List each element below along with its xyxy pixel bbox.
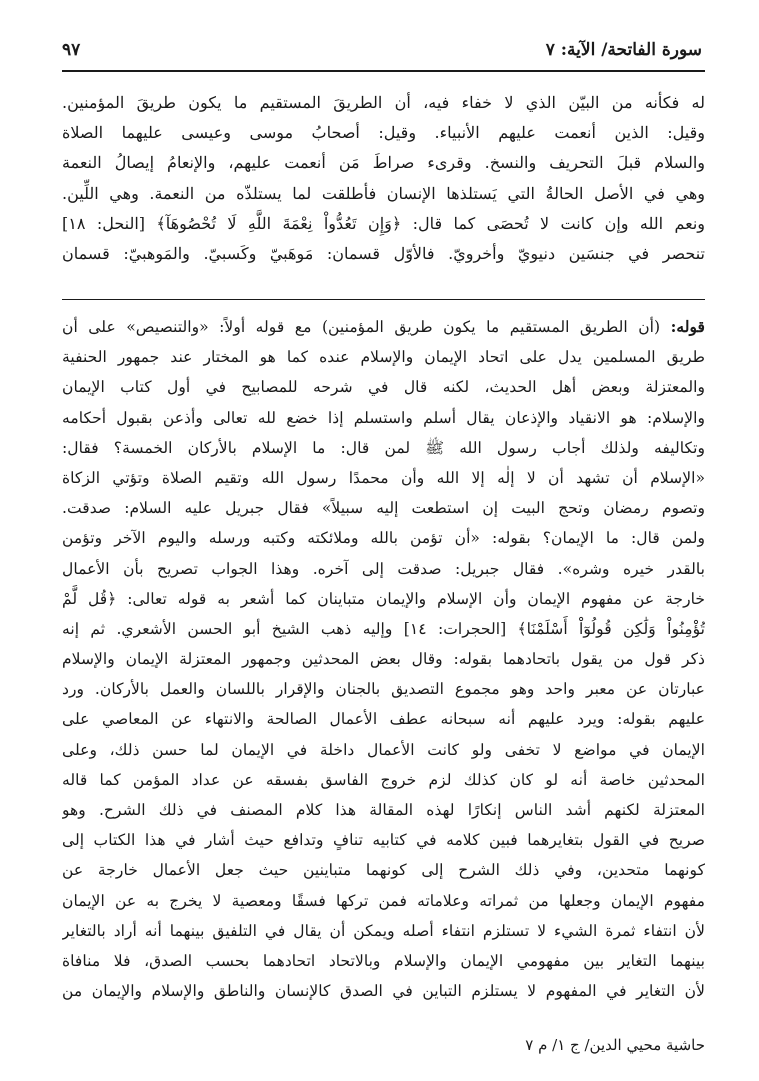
hashiya-line: الإيمان في مواضع لا تخفى ولو كانت الأعمال داخلة في الإيمان لما حسن ذلك، وعلى: [62, 740, 705, 759]
hashiya-line: والإسلام: هو الانقياد والإذعان يقال أسلم واستسلم إذا خضع لله تعالى وأذعن بقبول أحكامه: [62, 408, 705, 427]
hashiya-line: المعتزلة لكنهم أشد الناس إنكارًا لهذه المقالة هذا كلام المصنف في ذلك الشرح. وهو: [62, 801, 705, 819]
tafsir-line: تنحصر في جنسَين دنيويّ وأخرويّ. فالأوّل قسمان: مَوهَبيّ وكَسبيّ. والمَوهبيّ: قسمان: [62, 243, 705, 263]
hashiya-line: لأن انتفاء ثمرة الشيء لا تستلزم انتفاء أصله ويمكن أن يقال في التلفيق بينهما أنه أراد بالتغاير: [62, 921, 705, 940]
hashiya-line: وتكاليفه ولذلك أجاب رسول الله ﷺ لمن قال: ما الإسلام بالأركان الخمسة؟ فقال:: [62, 438, 705, 457]
hashiya-lead-word: قوله:: [670, 317, 705, 336]
hashiya-line: ولمن قال: ما الإيمان؟ بقوله: «أن تؤمن بالله وملائكته وكتبه ورسله واليوم الآخر وتؤمن: [62, 529, 705, 548]
section-divider: [62, 299, 705, 300]
header-rule: [62, 70, 705, 72]
hashiya-text: [62, 312, 705, 1006]
page-number: ٩٧: [62, 40, 81, 60]
hashiya-line: المحدثين خاصة أنه لو كان كذلك لزم خروج الفاسق بفسقه عن عداد المؤمن كما قاله: [62, 770, 705, 789]
hashiya-line: وتصوم رمضان وتحج البيت إن استطعت إليه سبيلاً» فقال جبريل عليه السلام: صدقت.: [62, 499, 705, 518]
hashiya-line: «الإسلام أن تشهد أن لا إلٰه إلا الله وأن محمدًا رسول الله وتقيم الصلاة وتؤتي الزكاة: [62, 468, 705, 487]
hashiya-line: والمعتزلة وبعض أهل الحديث، لكنه قال في شرحه للمصابيح في أول كتاب الإيمان: [62, 378, 705, 397]
hashiya-line: ذكر قول من يقول باتحادهما بقوله: وقال بعض المحدثين وجمهور المعتزلة الإيمان والإسلام: [62, 650, 705, 669]
hashiya-line-text: (أن الطريق المستقيم ما يكون طريق المؤمنين) مع قوله أولاً: «والتنصيص» على أن: [62, 318, 671, 336]
hashiya-line: عليهم بقوله: ويرد عليهم أنه سبحانه عطف الأعمال الصالحة والانتهاء عن المعاصي على: [62, 710, 705, 729]
hashiya-line: بينهما التغاير بين مفهومي الإيمان والإسلام وبالاتحاد اتحادهما بحسب الصدق، فلا منافاة: [62, 951, 705, 970]
hashiya-line: تُؤْمِنُواْ وَلَٰكِن قُولُوٓاْ أَسْلَمْنَا﴾ [الحجرات: ١٤] وإليه ذهب الشيخ أبو الحسن الأشعري. ثم إنه: [62, 619, 705, 638]
hashiya-line: لأن التغاير في المفهوم لا يستلزم التباين في الصدق كالإنسان والناطق والإسلام والإيمان من: [62, 982, 705, 1001]
hashiya-line: طريق المسلمين يدل على اتحاد الإيمان والإسلام عنده كما هو المختار عند جمهور الحنفية: [62, 348, 705, 367]
tafsir-line: له فكأنه من البيّن الذي لا خفاء فيه، أن الطريقَ المستقيم ما يكون طريقَ المؤمنين.: [62, 93, 705, 112]
hashiya-line: خارجة عن مفهوم الإيمان وأن الإسلام والإيمان متباينان كما أشعر به قوله تعالى: ﴿قُل لَّمْ: [62, 589, 705, 608]
tafsir-line: وقيل: الذين أنعمت عليهم الأنبياء. وقيل: أصحابُ موسى وعيسى عليهما الصلاة: [62, 123, 705, 143]
tafsir-line: والسلام قبلَ التحريف والنسخ. وقرىء صراطَ مَن أنعمت عليهم، والإنعامُ إيصالُ النعمة: [62, 153, 705, 173]
tafsir-line: ونعم الله وإن كانت لا تُحصَى كما قال: ﴿وَإِن تَعُدُّواْ نِعْمَةَ اللَّهِ لَا تُحْصُوهَآ﴾ [النحل: ١٨]: [62, 213, 705, 233]
hashiya-line: عبارتان عن معبر واحد وهو مجموع التصديق بالجنان والإقرار باللسان والعمل بالأركان. ورد: [62, 680, 705, 699]
hashiya-line: كونهما متحدين، وفي ذلك الشرح إلى كونهما متباينين حيث جعل الأعمال خارجة عن: [62, 861, 705, 880]
hashiya-line: [62, 312, 705, 342]
surah-title: سورة الفاتحة/ الآية: ٧: [545, 40, 702, 60]
hashiya-line: صريح في القول بتغايرهما فبين كلامه في كتابيه تنافٍ وتدافع حيث أشار في هذا الكتاب إلى: [62, 831, 705, 850]
hashiya-line: مفهوم الإيمان وجعلها من ثمراته وعلاماته فمن تركها فسقًا ومعصية لا يخرج به عن الإيمان: [62, 891, 705, 910]
tafsir-text: [62, 88, 705, 269]
page-footer: حاشية محيي الدين/ ج ١/ م ٧: [525, 1036, 705, 1054]
tafsir-line: وهي في الأصل الحالةُ التي يَستلذها الإنسان فأطلقت لما يستلذّه من النعمة. وهي اللِّين.: [62, 183, 705, 203]
page-header: [62, 40, 702, 66]
hashiya-line: بالقدر خيره وشره». فقال جبريل: صدقت إلى آخره. وهذا الجواب تصريح بأن الأعمال: [62, 559, 705, 578]
